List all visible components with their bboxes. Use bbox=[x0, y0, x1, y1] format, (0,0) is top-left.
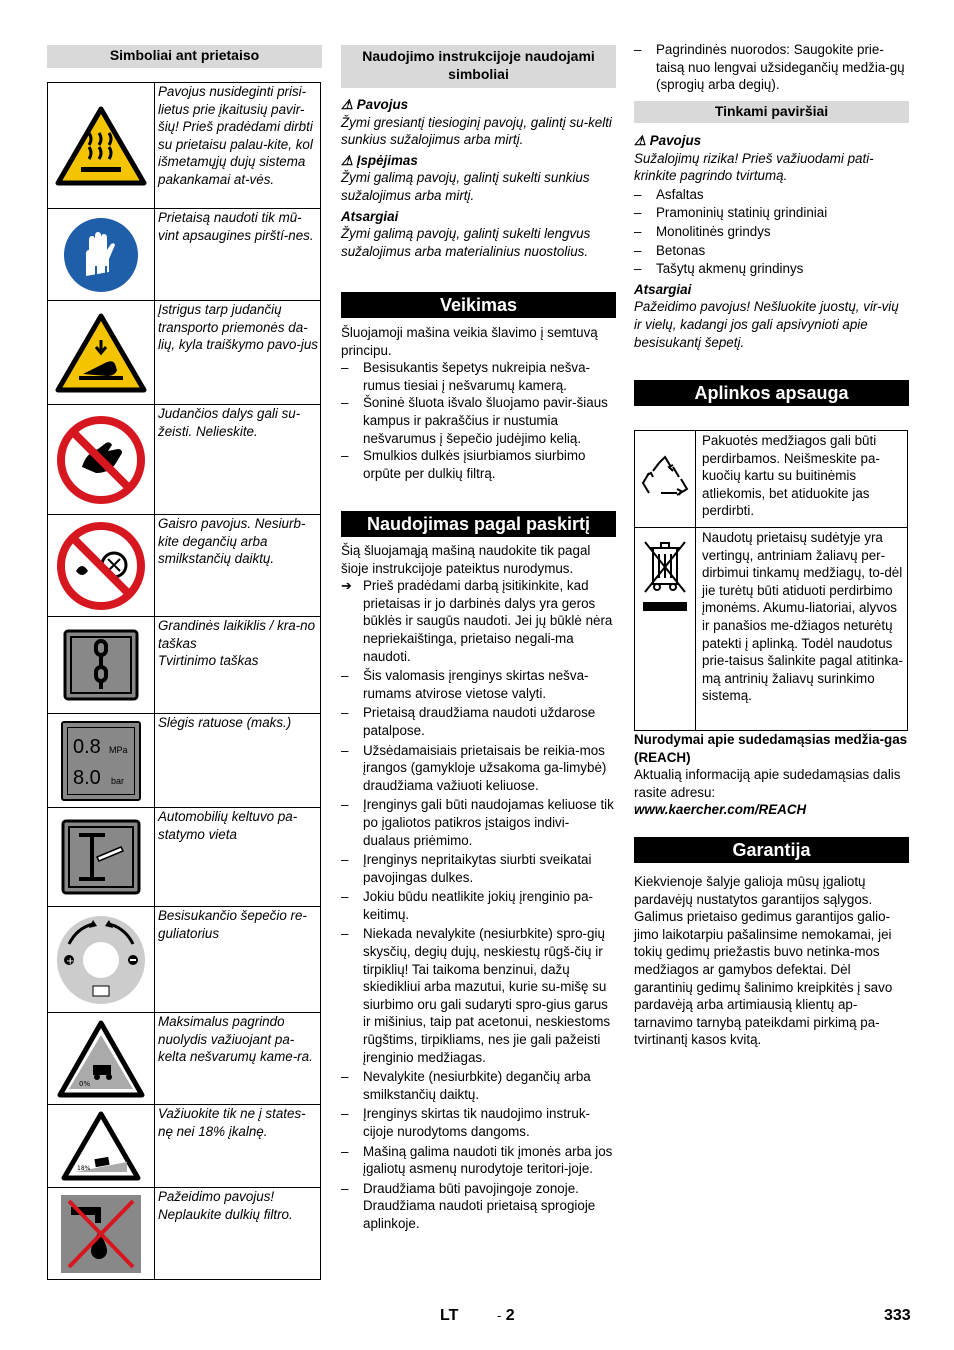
surfaces-danger-text: Sužalojimų rizika! Prieš važiuodami pati-krinkite pagrindo tvirtumą. bbox=[634, 150, 874, 184]
list-item: – Besisukantis šepetys nukreipia nešva-rumus tiesiai į nešvarumų kamerą. bbox=[341, 360, 591, 393]
warning-text: Žymi galimą pavojų, galintį sukelti sunkius sužalojimus arba mirtį. bbox=[341, 170, 590, 203]
env-row bbox=[635, 431, 908, 528]
slope-18-icon bbox=[48, 1105, 155, 1188]
operation-intro: Šluojamoji mašina veikia šlavimo į semtuvą principu. bbox=[341, 325, 598, 358]
top-note bbox=[634, 41, 909, 94]
reach-title: Nurodymai apie sudedamąsias medžia-gas (REACH) bbox=[634, 732, 908, 765]
brush-regulator-icon bbox=[48, 907, 155, 1013]
list-item: – Smulkios dulkės įsiurbiamos siurbimo orpūte per dulkių filtrą. bbox=[341, 448, 586, 481]
symbol-row bbox=[48, 83, 321, 209]
list-item: – Šoninė šluota išvalo šluojamo pavir-šiaus kampus ir pakraščius ir nustumia nešvarumus į šepečio judėjimo kelią. bbox=[341, 395, 608, 446]
symbol-text: Maksimalus pagrindo nuolydis važiuojant pa-kelta nešvarumų kame-ra. bbox=[155, 1013, 321, 1105]
do-not-touch-moving-parts-icon bbox=[48, 405, 155, 515]
env-row bbox=[635, 528, 908, 731]
intended-intro: Šią šluojamąją mašiną naudokite tik pagal šioje instrukcijoje pateiktus nurodymus. bbox=[341, 543, 591, 576]
operation-heading: Veikimas bbox=[341, 292, 616, 318]
footer-page-number: 333 bbox=[884, 1307, 911, 1324]
list-item: – Įrenginys gali būti naudojamas keliuose tik po įgaliotos patikros įstaigos indivi-dualaus priėmimo. bbox=[341, 797, 614, 848]
footer-language: LT bbox=[440, 1307, 459, 1324]
intended-use-heading: Naudojimas pagal paskirtį bbox=[341, 511, 616, 537]
warranty-heading: Garantija bbox=[634, 837, 909, 863]
symbol-text: Automobilių keltuvo pa-statymo vieta bbox=[155, 808, 321, 907]
environment-heading: Aplinkos apsauga bbox=[634, 380, 909, 406]
slope-18-label: 18% bbox=[77, 1165, 91, 1172]
reach-section bbox=[634, 731, 909, 819]
manual-symbols-heading: Naudojimo instrukcijoje naudojami simboliai bbox=[341, 45, 616, 88]
caution-label: Atsargiai bbox=[341, 208, 399, 224]
environment-table bbox=[634, 430, 908, 731]
pressure-mpa-unit: MPa bbox=[109, 744, 128, 755]
reach-text: Aktualią informaciją apie sudedamąsias dalis rasite adresu: bbox=[634, 767, 901, 800]
symbol-row bbox=[48, 209, 321, 301]
hand-crush-warning-icon bbox=[48, 301, 155, 405]
env-text: Naudotų prietaisų sudėtyje yra vertingų, antriniam žaliavų per-dirbimui tinkamų medžiagų, to-dėl jie turėtų būti atiduoti perdirbimo įmonėms. Akumu-liatoriai, alyvos ir panašios me-džiagos neturėtų patekti į aplinką. Todėl naudotus prie-taisus šalinkite pagal atitinka-mą antrinių žaliavų surinkimo sistemą. bbox=[696, 528, 908, 731]
list-item: – Nevalykite (nesiurbkite) degančių arba smilkstančių daiktų. bbox=[341, 1069, 591, 1102]
footer-page-local: - 2 bbox=[497, 1307, 515, 1324]
list-item: – Betonas bbox=[634, 242, 706, 258]
symbol-text: Važiuokite tik ne į states-nę nei 18% įkalnę. bbox=[155, 1105, 321, 1188]
jack-position-icon bbox=[48, 808, 155, 907]
list-item: – Šis valomasis įrenginys skirtas nešva-rumams atvirose vietose valyti. bbox=[341, 668, 589, 701]
symbol-row bbox=[48, 714, 321, 808]
symbol-row bbox=[48, 1105, 321, 1188]
symbol-row bbox=[48, 515, 321, 617]
hot-surface-warning-icon bbox=[48, 83, 155, 209]
symbol-text: Prietaisą naudoti tik mū-vint apsaugines pirští-nes. bbox=[155, 209, 321, 301]
slope-0-label: 0% bbox=[79, 1079, 91, 1088]
symbol-text: Pažeidimo pavojus! Neplaukite dulkių filtro. bbox=[155, 1188, 321, 1280]
list-item: – Pramoninių statinių grindiniai bbox=[634, 205, 828, 221]
reach-link[interactable]: www.kaercher.com/REACH bbox=[634, 802, 807, 818]
caution-text: Žymi galimą pavojų, galintį sukelti lengvus sužalojimus arba materialinius nuostolius. bbox=[341, 226, 591, 259]
symbol-text: Judančios dalys gali su-žeisti. Nelieskite. bbox=[155, 405, 321, 515]
list-item: – Asfaltas bbox=[634, 186, 704, 202]
operation-section bbox=[341, 324, 616, 482]
arrow-icon: ➔ bbox=[341, 578, 352, 594]
symbol-row bbox=[48, 1013, 321, 1105]
pressure-bar-value: 8.0 bbox=[73, 766, 101, 789]
list-item: – Prietaisą draudžiama naudoti uždarose patalpose. bbox=[341, 705, 596, 738]
protective-gloves-icon bbox=[48, 209, 155, 301]
crossed-bin-icon bbox=[635, 528, 696, 731]
max-slope-icon bbox=[48, 1013, 155, 1105]
symbol-text: Slėgis ratuose (maks.) bbox=[155, 714, 321, 808]
symbol-text: Pavojus nusideginti prisi-lietus prie įkaitusių pavir-šių! Prieš pradėdami dirbti su prietaisu palau-kite, kol išmetamųjų dujų sistema pakankamai at-vės. bbox=[155, 83, 321, 209]
chain-anchor-point-icon bbox=[48, 617, 155, 714]
list-item: – Įrenginys nepritaikytas siurbti sveikatai pavojingas dulkes. bbox=[341, 852, 592, 885]
symbol-text: Grandinės laikiklis / kra-no taškas Tvirtinimo taškas bbox=[155, 617, 321, 714]
list-item: – Niekada nevalykite (nesiurbkite) spro-gių skysčių, degių dujų, neskiestų rūgš-čių ir tirpiklių! Tai taikoma benzinui, dažų skiedikliui arba mazutui, kurie su-mišę su siurbimo oru gali sudaryti spro-gius garus ir mišinius, taip pat acetonui, neskiestoms rūgštims, tirpikliams, nes jie gali pažeisti įrenginio medžiagas. bbox=[341, 926, 611, 1065]
surfaces-danger-label: ⚠ Pavojus bbox=[634, 133, 702, 148]
manual-symbols-section bbox=[341, 96, 616, 260]
warning-label: ⚠ Įspėjimas bbox=[341, 152, 418, 168]
list-item: ➔ Prieš pradėdami darbą įsitikinkite, kad prietaisas ir jo darbinės dalys yra geros būklės ir saugūs naudoti. Jei jų būklė nėra nepriekaištinga, prietaiso negali-ma naudoti. bbox=[341, 578, 613, 664]
symbol-text: Besisukančio šepečio re-guliatorius bbox=[155, 907, 321, 1013]
surfaces-section bbox=[634, 132, 909, 351]
warranty-section bbox=[634, 873, 909, 1049]
symbol-row bbox=[48, 301, 321, 405]
symbol-row bbox=[48, 808, 321, 907]
svg-text:+: + bbox=[66, 955, 75, 967]
list-item: – Mašiną galima naudoti tik įmonės arba jos įgaliotų asmenų nurodytoje teritori-joje. bbox=[341, 1143, 613, 1177]
symbol-row bbox=[48, 617, 321, 714]
symbol-row bbox=[48, 1188, 321, 1280]
warranty-text: Kiekvienoje šalyje galioja mūsų įgaliotų pardavėjų nustatytos garantijos sąlygos. Galimus prietaiso gedimus garantijos galio-jimo laikotarpiu pašalinsime nemokamai, jei tokių gedimų priežastis buvo netinka-mos medžiagos ar gamybos defektai. Dėl garantinių gedimų šalinimo kreipkitės į savo pardavėją arba artimiausią klientų ap-tarnavimo tarnybą pateikdami pirkimą pa-tvirtinantį kasos kvitą. bbox=[634, 874, 893, 1048]
list-item: – Įrenginys skirtas tik naudojimo instruk-cijoje nurodytoms dangoms. bbox=[341, 1106, 590, 1139]
surfaces-caution-text: Pažeidimo pavojus! Nešluokite juostų, vir-vių ir vielų, kadangi jos gali apsivynioti apie besisukantį šepetį. bbox=[634, 299, 899, 350]
tyre-pressure-icon bbox=[48, 714, 155, 808]
pressure-bar-unit: bar bbox=[111, 775, 125, 786]
danger-text: Žymi gresiantį tiesioginį pavojų, galintį su-kelti sunkius sužalojimus arba mirtį. bbox=[341, 114, 612, 148]
list-item: – Jokiu būdu neatlikite jokių įrenginio pa-keitimų. bbox=[341, 889, 594, 922]
symbols-table bbox=[47, 82, 321, 1280]
do-not-wash-filter-icon bbox=[48, 1188, 155, 1280]
list-item: – Tašytų akmenų grindinys bbox=[634, 261, 804, 277]
symbol-text: Gaisro pavojus. Nesiurb-kite degančių arba smilkstančių daiktų. bbox=[155, 515, 321, 617]
list-item: – Draudžiama būti pavojingoje zonoje. Draudžiama naudoti prietaisą sprogioje aplinkoje. bbox=[341, 1180, 596, 1231]
env-text: Pakuotės medžiagos gali būti perdirbamos. Neišmeskite pa-kuočių kartu su buitinėmis atliekomis, bet atiduokite jas perdirbti. bbox=[696, 431, 908, 528]
symbol-row bbox=[48, 405, 321, 515]
intended-use-section bbox=[341, 542, 616, 1233]
surfaces-caution-label: Atsargiai bbox=[634, 281, 692, 297]
list-item: – Pagrindinės nuorodos: Saugokite prie-taisą nuo lengvai užsidegančių medžia-gų (sprogių arba degių). bbox=[634, 42, 905, 93]
surfaces-heading: Tinkami paviršiai bbox=[634, 101, 909, 123]
recycle-icon bbox=[635, 431, 696, 528]
symbol-row bbox=[48, 907, 321, 1013]
list-item: – Užsėdamaisiais prietaisais be reikia-mos įrangos (gamykloje užsakoma ga-limybė) draudžiama važiuoti keliuose. bbox=[341, 742, 607, 793]
symbol-text: Įstrigus tarp judančių transporto priemonės da-lių, kyla traiškymo pavo-jus bbox=[155, 301, 321, 405]
symbols-heading: Simboliai ant prietaiso bbox=[47, 45, 322, 68]
no-burning-objects-icon bbox=[48, 515, 155, 617]
pressure-mpa-value: 0.8 bbox=[73, 735, 101, 758]
danger-label: ⚠ Pavojus bbox=[341, 97, 409, 112]
list-item: – Monolitinės grindys bbox=[634, 223, 771, 239]
